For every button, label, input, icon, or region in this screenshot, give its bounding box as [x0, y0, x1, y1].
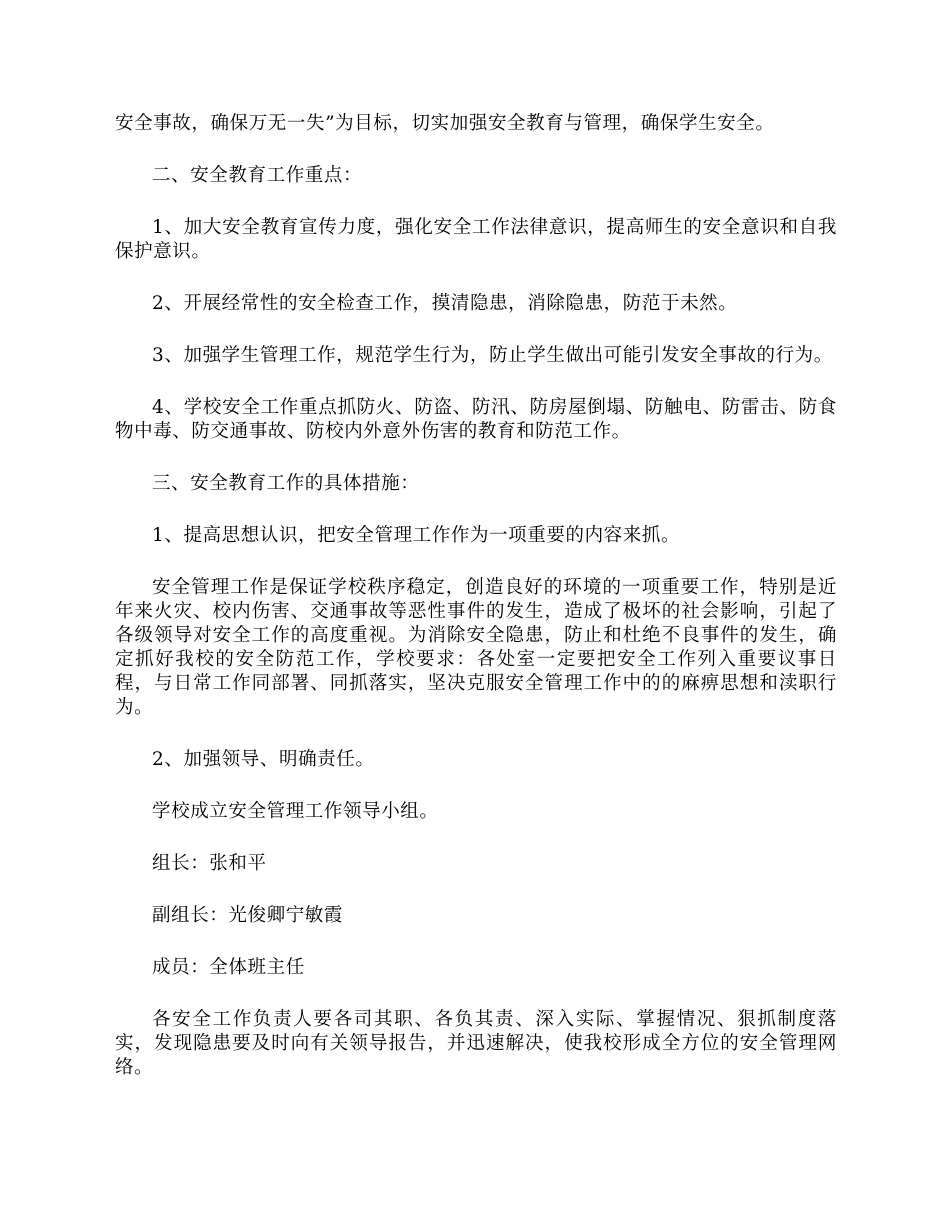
heading-section-three: 三、安全教育工作的具体措施： [152, 473, 420, 494]
heading-section-two: 二、安全教育工作重点： [152, 165, 363, 186]
paragraph-deputy-leader: 副组长：光俊卿宁敏霞 [152, 905, 344, 926]
paragraph-point-4: 4、学校安全工作重点抓防火、防盗、防汛、防房屋倒塌、防触电、防雷击、防食物中毒、防交通事故、防校内外意外伤害的教育和防范工作。 [115, 397, 837, 442]
paragraph-members: 成员：全体班主任 [152, 957, 305, 978]
paragraph-leadership-group: 学校成立安全管理工作领导小组。 [152, 801, 439, 822]
paragraph-intro-continuation: 安全事故，确保万无一失”为目标，切实加强安全教育与管理，确保学生安全。 [115, 113, 775, 134]
paragraph-point-1: 1、加大安全教育宣传力度，强化安全工作法律意识，提高师生的安全意识和自我保护意识。 [115, 217, 837, 262]
paragraph-point-2: 2、开展经常性的安全检查工作，摸清隐患，消除隐患，防范于未然。 [152, 293, 738, 314]
paragraph-group-leader: 组长：张和平 [152, 853, 267, 874]
document-page [115, 112, 837, 1080]
paragraph-safety-management: 安全管理工作是保证学校秩序稳定，创造良好的环境的一项重要工作，特别是近年来火灾、校内伤害、交通事故等恶性事件的发生，造成了极坏的社会影响，引起了各级领导对安全工作的高度重视。为消除安全隐患，防止和杜绝不良事件的发生，确定抓好我校的安全防范工作，学校要求：各处室一定要把安全工作列入重要议事日程，与日常工作同部署、同抓落实，坚决克服安全管理工作中的的麻痹思想和渎职行为。 [115, 577, 837, 718]
paragraph-measure-2: 2、加强领导、明确责任。 [152, 749, 375, 770]
paragraph-point-3: 3、加强学生管理工作，规范学生行为，防止学生做出可能引发安全事故的行为。 [152, 345, 833, 366]
paragraph-responsibilities: 各安全工作负责人要各司其职、各负其责、深入实际、掌握情况、狠抓制度落实，发现隐患要及时向有关领导报告，并迅速解决，使我校形成全方位的安全管理网络。 [115, 1009, 837, 1078]
paragraph-measure-1: 1、提高思想认识，把安全管理工作作为一项重要的内容来抓。 [152, 525, 681, 546]
